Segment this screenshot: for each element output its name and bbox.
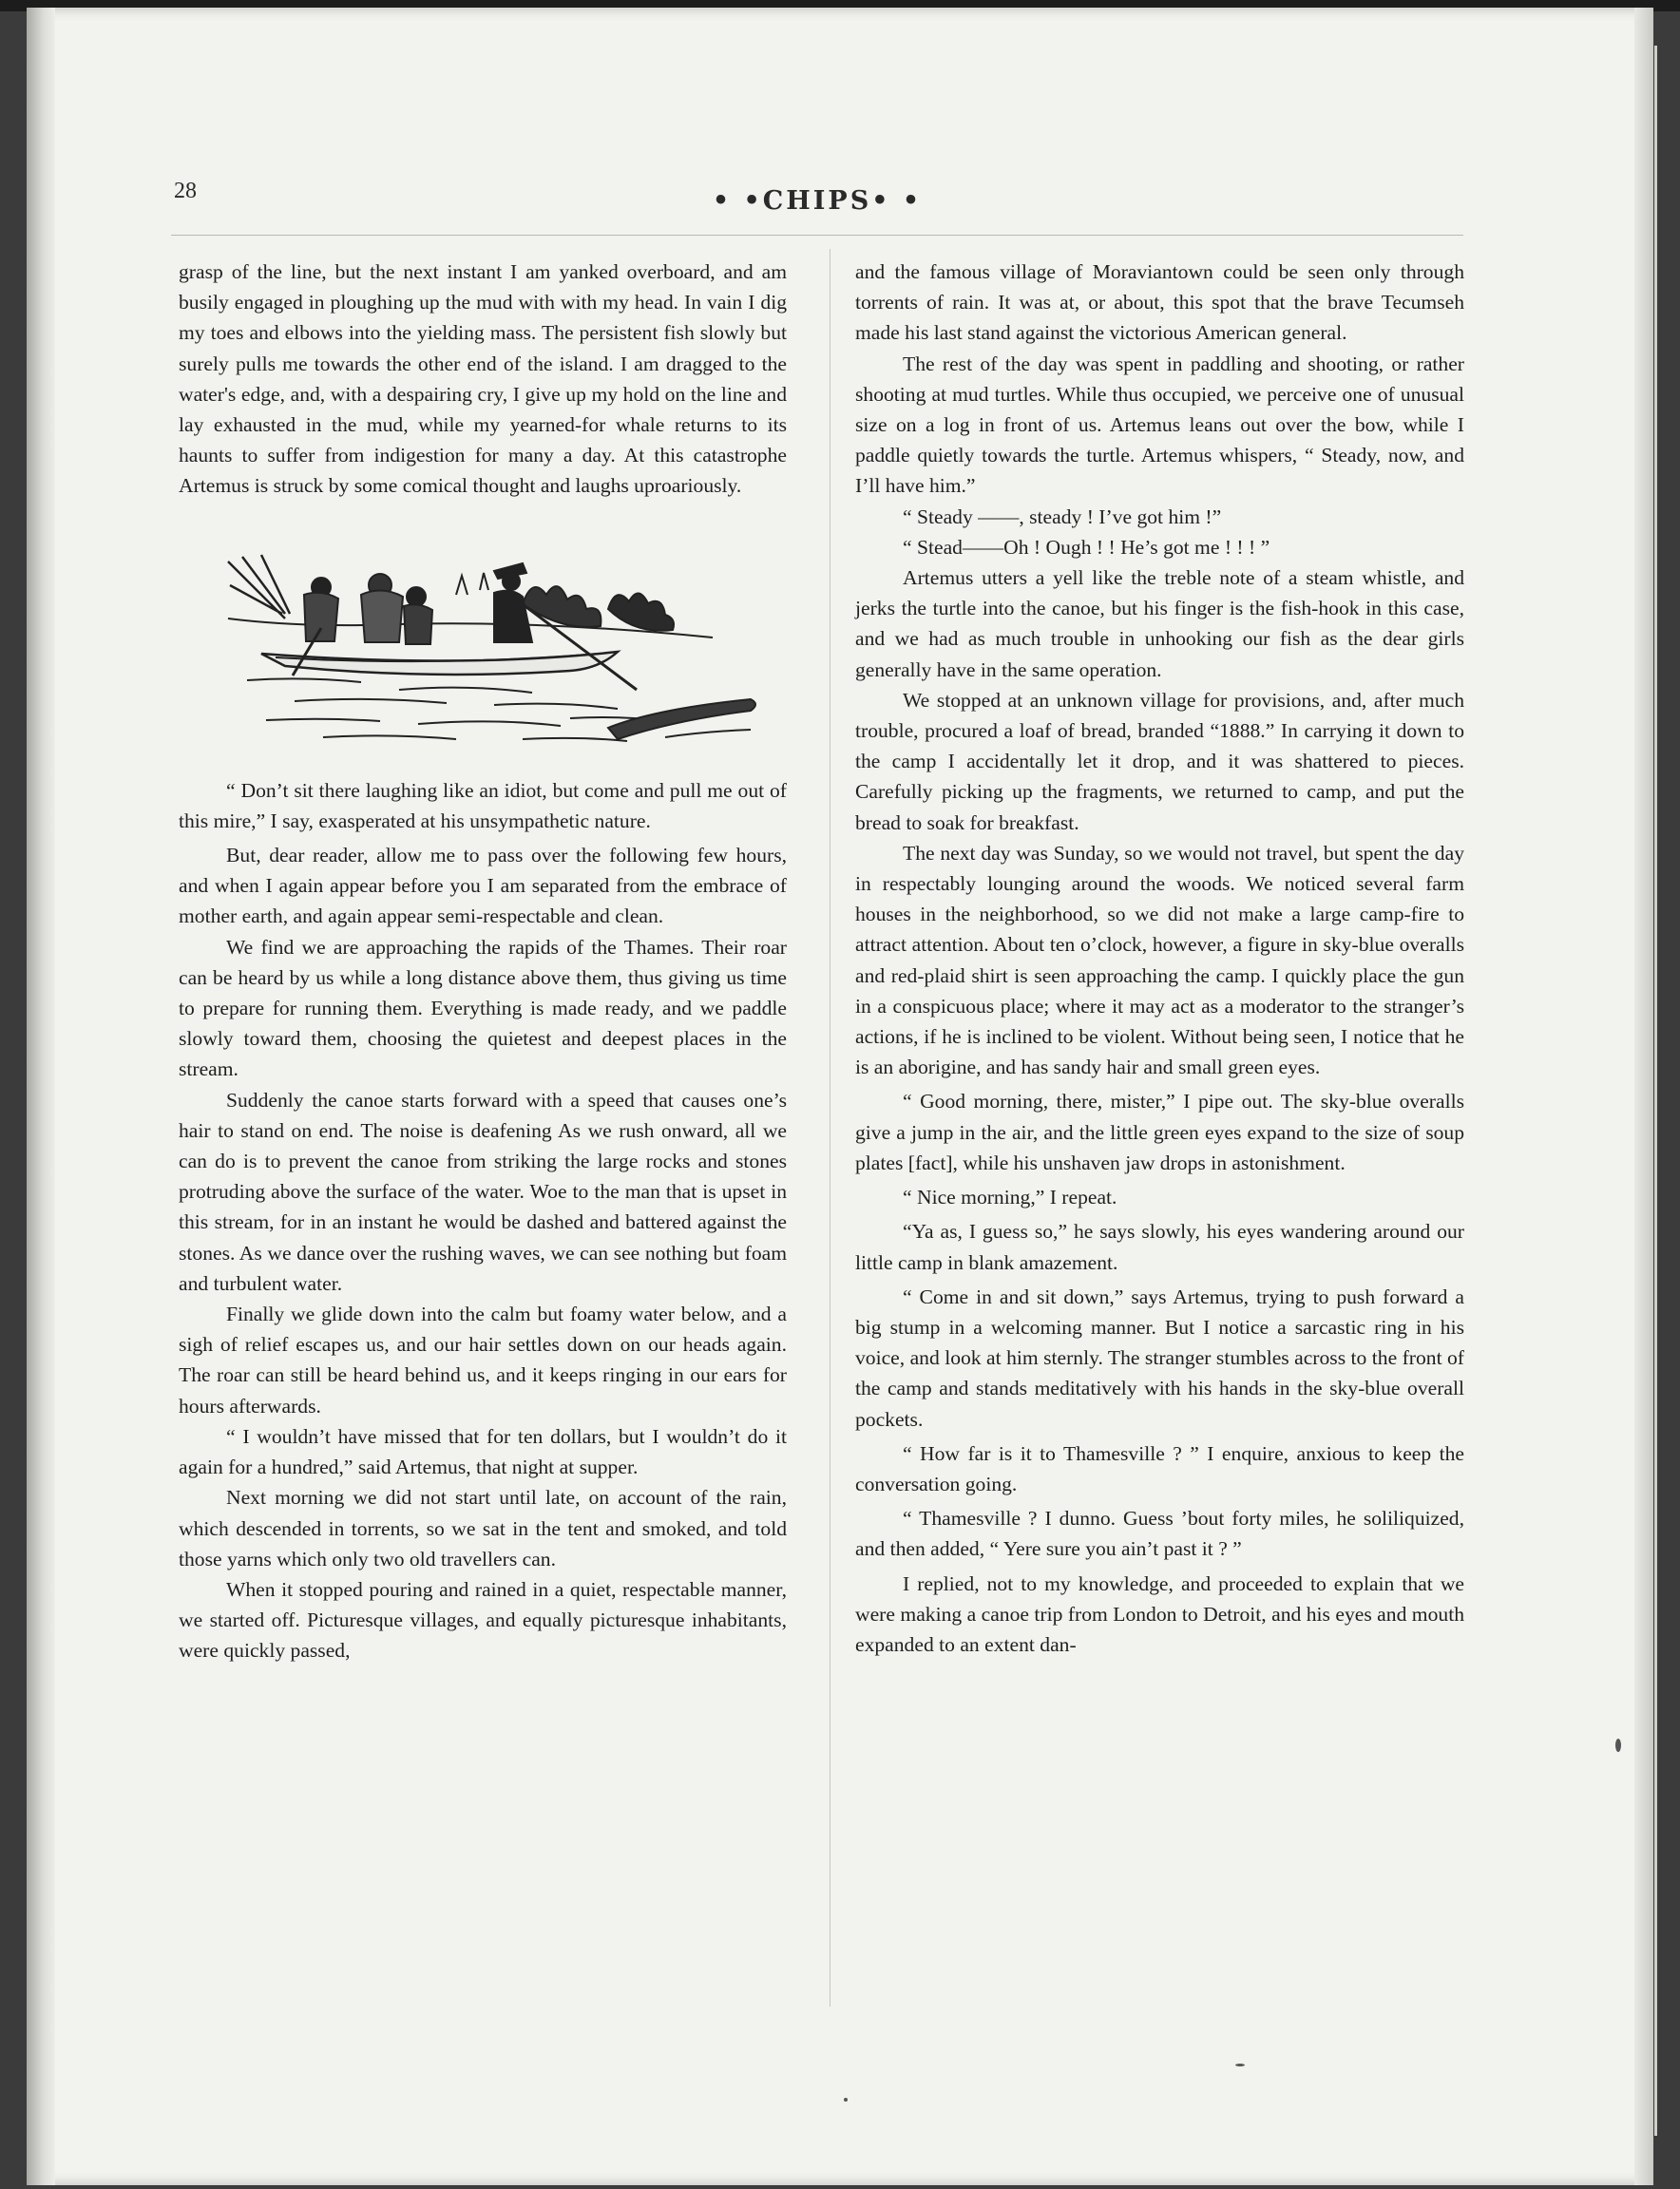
paragraph: “ Come in and sit down,” says Artemus, trying to push forward a big stump in a welcoming manner. But I notice a sarcastic ring in his voice, and look at him sternly. The stranger stumbles across to the front of the camp and stands meditatively with his hands in the sky-blue overall pockets. — [855, 1285, 1464, 1431]
paragraph: “ Nice morning,” I repeat. — [903, 1186, 1117, 1209]
page-binding-shadow — [27, 8, 55, 2185]
paragraph: “ Steady ——, steady ! I’ve got him !” — [903, 504, 1222, 528]
left-column — [179, 257, 787, 1666]
scan-speck — [1615, 1739, 1621, 1752]
paragraph: Suddenly the canoe starts forward with a speed that causes one’s hair to stand on end. The noise is deafening As we rush onward, all we can do is to prevent the canoe from striking the large rocks and stones protruding above the surface of the water. Woe to the man that is upset in this stream, for in an instant he would be dashed and battered against the stones. As we dance over the rushing waves, we can see nothing but foam and turbulent water. — [179, 1088, 787, 1295]
scan-speck — [844, 2098, 848, 2102]
paragraph: and the famous village of Moraviantown could be seen only through torrents of rain. It was at, or about, this spot that the brave Tecumseh made his last stand against the victorious American general. — [855, 260, 1464, 345]
canoe-illustration — [209, 538, 779, 752]
paragraph: “ Stead——Oh ! Ough ! ! He’s got me ! ! ! ” — [903, 535, 1270, 559]
paragraph: “ Good morning, there, mister,” I pipe out. The sky-blue overalls give a jump in the air, and the little green eyes expand to the size of soup plates [fact], while his unshaven jaw drops in astonishment. — [855, 1090, 1464, 1174]
paragraph: I replied, not to my knowledge, and proceeded to explain that we were making a canoe trip from London to Detroit, and his eyes and mouth expanded to an extent dan- — [855, 1571, 1464, 1656]
paragraph: When it stopped pouring and rained in a quiet, respectable manner, we started off. Picturesque villages, and equally picturesque inhabitants, were quickly passed, — [179, 1577, 787, 1663]
paragraph: Next morning we did not start until late, on account of the rain, which descended in torrents, so we sat in the tent and smoked, and told those yarns which only two old travellers can. — [179, 1486, 787, 1570]
paragraph: Artemus utters a yell like the treble note of a steam whistle, and jerks the turtle into the canoe, but his finger is the fish-hook in this case, and we had as much trouble in unhooking our fish as the dear girls generally have in the same operation. — [855, 566, 1464, 681]
page-number: 28 — [174, 179, 197, 203]
paragraph: We find we are approaching the rapids of the Thames. Their roar can be heard by us while a long distance above them, thus giving us time to prepare for running them. Everything is made ready, and we paddle slowly toward them, choosing the quietest and deepest places in the stream. — [179, 935, 787, 1081]
paragraph: “ Thamesville ? I dunno. Guess ’bout forty miles, he soliliquized, and then added, “ Yere sure you ain’t past it ? ” — [855, 1507, 1464, 1561]
running-title: • •CHIPS• • — [712, 186, 923, 216]
paragraph: Finally we glide down into the calm but foamy water below, and a sigh of relief escapes us, and our hair settles down on our heads again. The roar can still be heard behind us, and it keeps ringing in our ears for hours afterwards. — [179, 1303, 787, 1418]
page-edge-shadow — [1634, 8, 1653, 2185]
paragraph: We stopped at an unknown village for provisions, and, after much trouble, procured a loaf of bread, branded “1888.” In carrying it down to the camp I accidentally let it drop, and it was shattered to pieces. Carefully picking up the fragments, we returned to camp, and put the bread to soak for breakfast. — [855, 688, 1464, 834]
right-column — [855, 257, 1464, 1660]
paragraph: “ Don’t sit there laughing like an idiot, but come and pull me out of this mire,” I say, exasperated at his unsympathetic nature. — [179, 778, 787, 832]
header-rule — [171, 235, 1463, 236]
paragraph: “Ya as, I guess so,” he says slowly, his eyes wandering around our little camp in blank amazement. — [855, 1220, 1464, 1274]
paragraph: “ I wouldn’t have missed that for ten dollars, but I wouldn’t do it again for a hundred,” said Artemus, that night at supper. — [179, 1424, 787, 1479]
scan-speck — [1235, 2064, 1245, 2066]
paragraph: The rest of the day was spent in paddling and shooting, or rather shooting at mud turtles. While thus occupied, we perceive one of unusual size on a log in front of us. Artemus leans out over the bow, while I paddle quietly towards the turtle. Artemus whispers, “ Steady, now, and I’ll have him.” — [855, 352, 1464, 498]
page-fold-line — [1654, 46, 1657, 2136]
paragraph: But, dear reader, allow me to pass over the following few hours, and when I again appear before you I am separated from the embrace of mother earth, and again appear semi-respectable and clean. — [179, 844, 787, 928]
paragraph: The next day was Sunday, so we would not travel, but spent the day in respectably lounging around the woods. We noticed several farm houses in the neighborhood, so we did not make a large camp-fire to attract attention. About ten o’clock, however, a figure in sky-blue overalls and red-plaid shirt is seen approaching the camp. I quickly place the gun in a conspicuous place; where it may act as a moderator to the stranger’s actions, if he is inclined to be violent. Without being seen, I notice that he is an aborigine, and has sandy hair and small green eyes. — [855, 841, 1464, 1079]
paragraph: grasp of the line, but the next instant I am yanked overboard, and am busily engaged in ploughing up the mud with with my head. In vain I dig my toes and elbows into the yielding mass. The persistent fish slowly but surely pulls me towards the other end of the island. I am dragged to the water's edge, and, with a despairing cry, I give up my hold on the line and lay exhausted in the mud, while my yearned-for whale returns to its haunts to suffer from indigestion for many a day. At this catastrophe Artemus is struck by some comical thought and laughs uproariously. — [179, 260, 787, 498]
paragraph: “ How far is it to Thamesville ? ” I enquire, anxious to keep the conversation going. — [855, 1441, 1464, 1495]
